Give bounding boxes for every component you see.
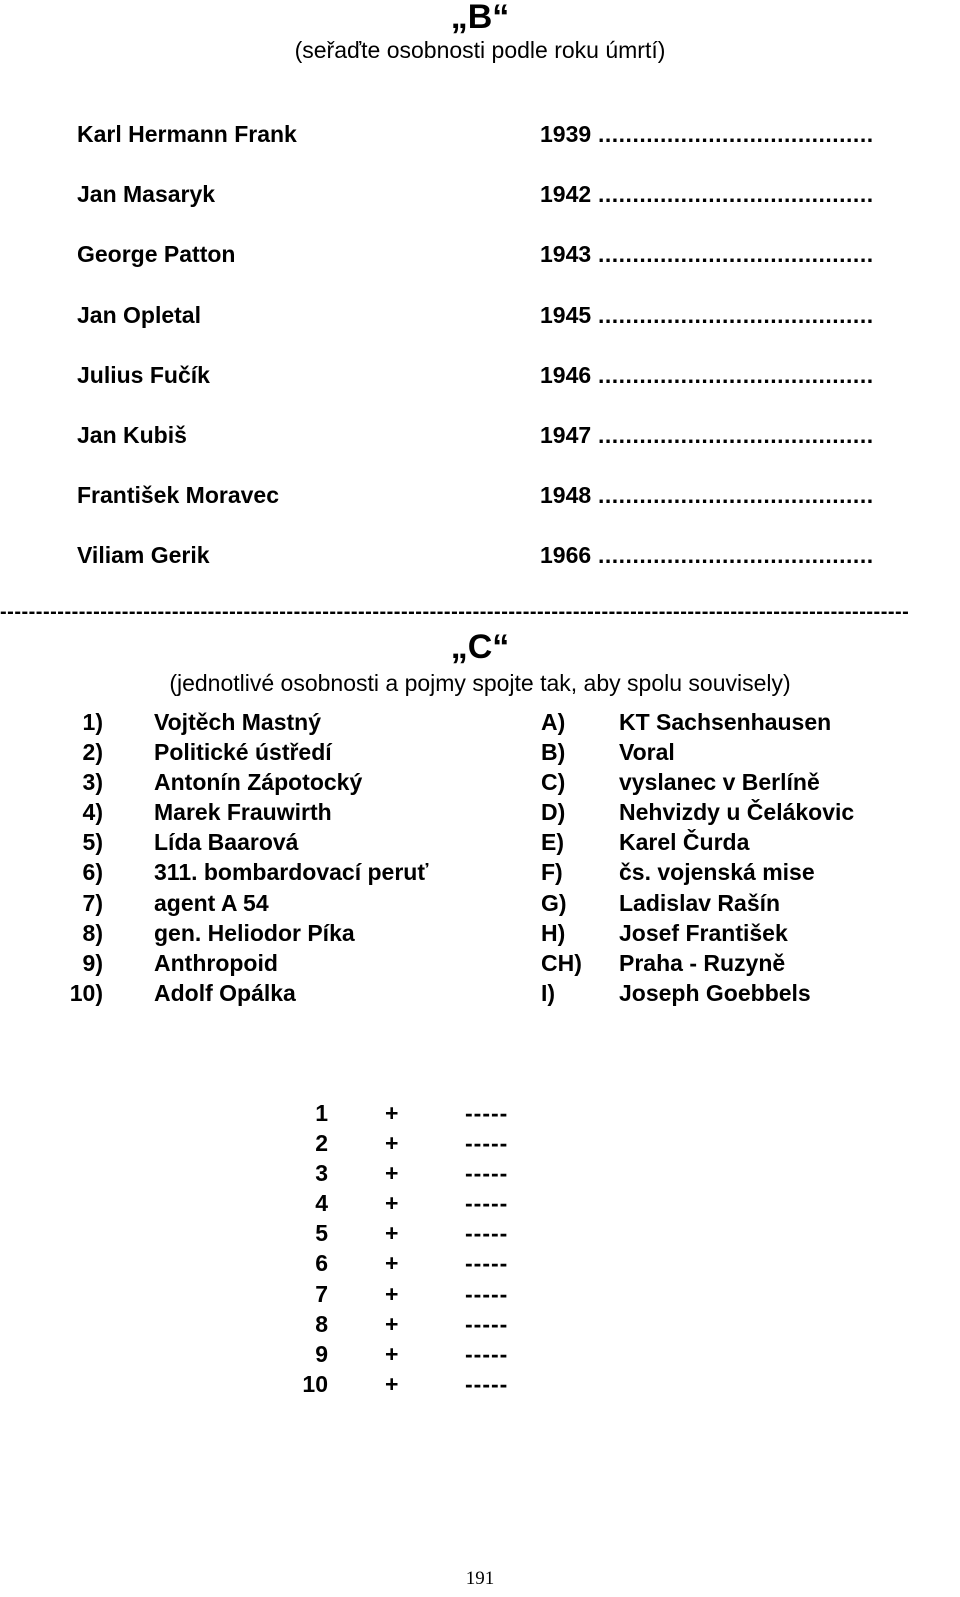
right-item-letter: I) [541, 979, 556, 1006]
answer-row [0, 1281, 960, 1311]
answer-row [0, 1220, 960, 1250]
person-name: Jan Kubiš [77, 421, 187, 448]
answer-number: 6 [315, 1250, 328, 1277]
right-item-term: Ladislav Rašín [619, 889, 781, 916]
answer-row [0, 1160, 960, 1190]
right-item-letter: F) [541, 859, 563, 886]
table-row [0, 890, 960, 920]
death-year: 1945 [540, 301, 592, 328]
section-c-instruction: (jednotlivé osobnosti a pojmy spojte tak, aby spolu souvisely) [169, 670, 791, 696]
left-item-term: 311. bombardovací peruť [154, 859, 429, 886]
right-item-letter: A) [541, 709, 566, 735]
plus-sign: + [385, 1310, 399, 1337]
plus-sign: + [385, 1340, 399, 1367]
table-row [0, 950, 960, 980]
death-year: 1947 [540, 421, 592, 448]
answer-grid [0, 1100, 960, 1401]
left-item-number: 3) [82, 769, 103, 796]
right-item-letter: CH) [541, 949, 582, 976]
answer-row [0, 1250, 960, 1280]
answer-blank[interactable]: ........................................ [598, 121, 874, 147]
person-name: George Patton [77, 241, 236, 268]
list-item [0, 181, 960, 241]
left-item-term: Lída Baarová [154, 829, 299, 856]
right-item-letter: B) [541, 739, 566, 766]
answer-blank[interactable]: ........................................ [598, 361, 874, 388]
table-row [0, 829, 960, 859]
plus-sign: + [385, 1100, 399, 1126]
left-item-term: Adolf Opálka [154, 979, 296, 1006]
table-row [0, 739, 960, 769]
answer-blank[interactable]: ........................................ [598, 241, 874, 268]
answer-row [0, 1311, 960, 1341]
left-item-term: Marek Frauwirth [154, 799, 332, 826]
answer-blank[interactable]: ----- [465, 1100, 509, 1126]
answer-blank[interactable]: ----- [465, 1340, 509, 1367]
answer-blank[interactable]: ----- [465, 1370, 509, 1397]
left-item-term: gen. Heliodor Píka [154, 919, 355, 946]
answer-blank[interactable]: ----- [465, 1160, 509, 1187]
plus-sign: + [385, 1280, 399, 1307]
list-item [0, 241, 960, 301]
right-item-term: vyslanec v Berlíně [619, 769, 820, 796]
person-name: Jan Masaryk [77, 181, 216, 208]
right-item-letter: D) [541, 799, 566, 826]
plus-sign: + [385, 1220, 399, 1247]
left-item-term: Vojtěch Mastný [154, 709, 321, 735]
person-name: František Moravec [77, 482, 279, 509]
death-year: 1939 [540, 121, 592, 147]
right-item-term: čs. vojenská mise [619, 859, 815, 886]
answer-blank[interactable]: ----- [465, 1310, 509, 1337]
answer-number: 3 [315, 1160, 328, 1187]
plus-sign: + [385, 1190, 399, 1217]
left-item-number: 2) [82, 739, 103, 766]
right-item-term: Karel Čurda [619, 829, 750, 856]
person-name: Jan Opletal [77, 301, 201, 328]
left-item-number: 8) [82, 919, 103, 946]
left-item-number: 6) [82, 859, 103, 886]
answer-blank[interactable]: ........................................ [598, 482, 874, 509]
list-item [0, 542, 960, 602]
section-divider: ------------------------------------------------------------------------------------------------------------------------------- [0, 601, 910, 623]
plus-sign: + [385, 1130, 399, 1157]
answer-blank[interactable]: ----- [465, 1130, 509, 1157]
answer-number: 9 [315, 1340, 328, 1367]
answer-blank[interactable]: ........................................ [598, 301, 874, 328]
death-year: 1966 [540, 542, 592, 569]
answer-number: 4 [315, 1190, 328, 1217]
ranked-list [0, 121, 960, 603]
section-c-heading: „C“ [450, 628, 510, 666]
right-item-term: Voral [619, 739, 675, 766]
right-item-term: KT Sachsenhausen [619, 709, 832, 735]
person-name: Karl Hermann Frank [77, 121, 297, 147]
matching-table [0, 709, 960, 1010]
right-item-letter: C) [541, 769, 566, 796]
left-item-term: agent A 54 [154, 889, 269, 916]
answer-number: 1 [315, 1100, 328, 1126]
answer-number: 7 [315, 1280, 328, 1307]
left-item-number: 1) [82, 709, 103, 735]
right-item-term: Nehvizdy u Čelákovic [619, 799, 855, 826]
left-item-number: 4) [82, 799, 103, 826]
answer-blank[interactable]: ----- [465, 1280, 509, 1307]
death-year: 1942 [540, 181, 592, 208]
left-item-term: Antonín Zápotocký [154, 769, 363, 796]
answer-blank[interactable]: ........................................ [598, 181, 874, 208]
right-item-letter: E) [541, 829, 564, 856]
right-item-term: Josef František [619, 919, 788, 946]
answer-row [0, 1130, 960, 1160]
answer-number: 5 [315, 1220, 328, 1247]
answer-number: 2 [315, 1130, 328, 1157]
list-item [0, 422, 960, 482]
left-item-number: 10) [69, 979, 103, 1006]
right-item-term: Joseph Goebbels [619, 979, 811, 1006]
section-b-heading: „B“ [450, 0, 510, 36]
section-b-instruction: (seřaďte osobnosti podle roku úmrtí) [294, 37, 666, 63]
list-item [0, 302, 960, 362]
page-number: 191 [465, 1568, 495, 1589]
list-item [0, 482, 960, 542]
left-item-number: 9) [82, 949, 103, 976]
answer-number: 8 [315, 1310, 328, 1337]
left-item-term: Anthropoid [154, 949, 278, 976]
answer-row [0, 1100, 960, 1130]
death-year: 1943 [540, 241, 592, 268]
answer-blank[interactable]: ----- [465, 1220, 509, 1247]
right-item-term: Praha - Ruzyně [619, 949, 786, 976]
table-row [0, 920, 960, 950]
table-row [0, 980, 960, 1010]
answer-blank[interactable]: ----- [465, 1190, 509, 1217]
left-item-term: Politické ústředí [154, 739, 332, 766]
table-row [0, 799, 960, 829]
list-item [0, 121, 960, 181]
answer-blank[interactable]: ........................................ [598, 421, 874, 448]
right-item-letter: H) [541, 919, 566, 946]
plus-sign: + [385, 1160, 399, 1187]
person-name: Julius Fučík [77, 361, 210, 388]
death-year: 1948 [540, 482, 592, 509]
right-item-letter: G) [541, 889, 567, 916]
answer-row [0, 1371, 960, 1401]
answer-row [0, 1190, 960, 1220]
left-item-number: 7) [82, 889, 103, 916]
left-item-number: 5) [82, 829, 103, 856]
plus-sign: + [385, 1370, 399, 1397]
list-item [0, 362, 960, 422]
table-row [0, 709, 960, 739]
answer-number: 10 [302, 1370, 328, 1397]
answer-blank[interactable]: ----- [465, 1250, 509, 1277]
answer-row [0, 1341, 960, 1371]
table-row [0, 859, 960, 889]
person-name: Viliam Gerik [77, 542, 210, 569]
answer-blank[interactable]: ........................................ [598, 542, 874, 569]
death-year: 1946 [540, 361, 592, 388]
plus-sign: + [385, 1250, 399, 1277]
table-row [0, 769, 960, 799]
